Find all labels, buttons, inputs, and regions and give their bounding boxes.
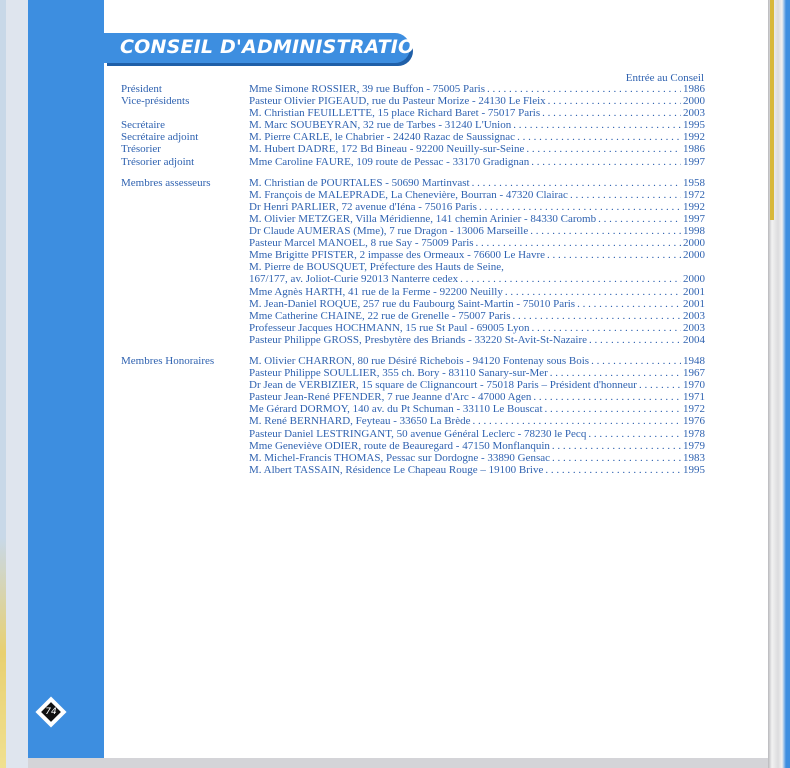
dot-leader	[552, 440, 681, 452]
entry-year: 2000	[683, 273, 705, 286]
member-entry-text: Pasteur Olivier PIGEAUD, rue du Pasteur Morize - 24130 Le Fleix	[249, 95, 546, 108]
member-entry-text: Professeur Jacques HOCHMANN, 15 rue St Paul - 69005 Lyon	[249, 321, 530, 334]
member-entry	[249, 143, 705, 155]
dot-leader	[589, 334, 681, 346]
entry-year: 1948	[683, 354, 705, 367]
member-entry	[249, 119, 705, 131]
entries-column	[249, 83, 705, 168]
entry-year: 2000	[683, 95, 705, 108]
entry-year: 1967	[683, 367, 705, 380]
member-entry	[249, 95, 705, 107]
member-entry	[249, 201, 705, 213]
page-bottom-edge	[28, 758, 790, 768]
entry-year: 2003	[683, 107, 705, 120]
entries-column	[249, 177, 705, 346]
role-label: Vice-présidents	[121, 95, 190, 108]
member-entry-text: M. François de MALEPRADE, La Chenevière, Bourran - 47320 Clairac	[249, 188, 568, 201]
entry-year: 2004	[683, 333, 705, 346]
member-entry	[249, 452, 705, 464]
entry-year: 1970	[683, 379, 705, 392]
member-entry-text: M. Michel-Francis THOMAS, Pessac sur Dordogne - 33890 Gensac	[249, 451, 551, 464]
dot-leader	[545, 403, 682, 415]
member-entry-text: Pasteur Jean-René PFENDER, 7 rue Jeanne d'Arc - 47000 Agen	[249, 391, 532, 404]
member-entry-text: M. Marc SOUBEYRAN, 32 rue de Tarbes - 31240 L'Union	[249, 119, 512, 132]
role-label: Trésorier	[121, 143, 161, 156]
page-number: 74	[45, 707, 57, 717]
member-entry-text: 167/177, av. Joliot-Curie 92013 Nanterre cedex	[249, 273, 459, 286]
dot-leader	[517, 131, 681, 143]
member-entry-text: M. Hubert DADRE, 172 Bd Bineau - 92200 Neuilly-sur-Seine	[249, 143, 525, 156]
entry-year: 1978	[683, 427, 705, 440]
dot-leader	[531, 156, 681, 168]
member-entry-text: Dr Jean de VERBIZIER, 15 square de Clignancourt - 75018 Paris – Président d'honneur	[249, 379, 637, 392]
page-title: CONSEIL D'ADMINISTRATION	[120, 36, 431, 58]
dot-leader	[476, 237, 681, 249]
member-entry-text: M. Christian FEUILLETTE, 15 place Richard Baret - 75017 Paris	[249, 107, 541, 120]
member-entry	[249, 83, 705, 95]
member-entry	[249, 355, 705, 367]
dot-leader	[548, 95, 681, 107]
member-entry	[249, 156, 705, 168]
dot-leader	[472, 177, 681, 189]
entry-year: 1992	[683, 200, 705, 213]
gold-page-edge	[770, 0, 774, 220]
role-label: Trésorier adjoint	[121, 155, 195, 168]
member-entry	[249, 225, 705, 237]
member-entry	[249, 286, 705, 298]
role-label: Secrétaire adjoint	[121, 131, 199, 144]
entry-year: 1986	[683, 143, 705, 156]
member-entry	[249, 237, 705, 249]
member-entry	[249, 379, 705, 391]
member-entry-text: Mme Brigitte PFISTER, 2 impasse des Ormeaux - 76600 Le Havre	[249, 249, 546, 262]
member-entry-text: Pasteur Philippe SOULLIER, 355 ch. Bory - 83110 Sanary-sur-Mer	[249, 367, 548, 380]
blue-sidebar-band	[28, 0, 104, 768]
dot-leader	[505, 286, 681, 298]
role-column	[121, 177, 249, 346]
role-column	[121, 355, 249, 476]
dot-leader	[533, 391, 681, 403]
member-entry-text: Dr Claude AUMERAS (Mme), 7 rue Dragon - 13006 Marseille	[249, 225, 529, 238]
member-entry-text: M. Jean-Daniel ROQUE, 257 rue du Faubourg Saint-Martin - 75010 Paris	[249, 297, 576, 310]
member-entry-text: M. Pierre CARLE, le Chabrier - 24240 Razac de Saussignac	[249, 131, 516, 144]
dot-leader	[479, 201, 681, 213]
dot-leader	[542, 107, 681, 119]
column-header-entry-year: Entrée au Conseil	[625, 72, 704, 84]
entry-year: 2001	[683, 297, 705, 310]
dot-leader	[473, 415, 682, 427]
member-entry	[249, 464, 705, 476]
role-label: Membres assesseurs	[121, 176, 211, 189]
entry-year: 1995	[683, 463, 705, 476]
member-entry-text: Me Gérard DORMOY, 140 av. du Pt Schuman - 33110 Le Bouscat	[249, 403, 543, 416]
member-entry-text: M. Albert TASSAIN, Résidence Le Chapeau Rouge – 19100 Brive	[249, 463, 544, 476]
member-entry	[249, 367, 705, 379]
member-entry	[249, 428, 705, 440]
member-entry	[249, 177, 705, 189]
entry-year: 1992	[683, 131, 705, 144]
dot-leader	[526, 143, 681, 155]
dot-leader	[550, 367, 681, 379]
member-entry	[249, 107, 705, 119]
entry-year: 1997	[683, 155, 705, 168]
member-entry-text: M. Olivier CHARRON, 80 rue Désiré Richebois - 94120 Fontenay sous Bois	[249, 354, 590, 367]
member-entry-text: M. Olivier METZGER, Villa Méridienne, 141 chemin Arinier - 84330 Caromb	[249, 212, 597, 225]
member-entry	[249, 440, 705, 452]
entry-year: 2000	[683, 249, 705, 262]
entry-year: 2001	[683, 285, 705, 298]
member-entry-text: Pasteur Philippe GROSS, Presbytère des Briands - 33220 St-Avit-St-Nazaire	[249, 333, 588, 346]
entry-year: 1971	[683, 391, 705, 404]
member-entry-text: Mme Geneviève ODIER, route de Beauregard - 47150 Monflanquin	[249, 439, 550, 452]
dot-leader	[598, 213, 681, 225]
entry-year: 2003	[683, 309, 705, 322]
dot-leader	[552, 452, 681, 464]
member-entry	[249, 298, 705, 310]
member-entry-text: Mme Simone ROSSIER, 39 rue Buffon - 75005 Paris	[249, 83, 485, 95]
member-entry	[249, 249, 705, 261]
role-column	[121, 83, 249, 168]
member-entry-text: Mme Agnès HARTH, 41 rue de la Ferme - 92200 Neuilly	[249, 285, 503, 298]
dot-leader	[639, 379, 681, 391]
entry-year: 1976	[683, 415, 705, 428]
dot-leader	[531, 322, 681, 334]
member-entry-text: M. Christian de POURTALES - 50690 Martinvast	[249, 176, 470, 189]
dot-leader	[487, 83, 681, 95]
dot-leader	[588, 428, 681, 440]
dot-leader	[460, 273, 681, 285]
entry-year: 1972	[683, 403, 705, 416]
margin-strip	[6, 0, 28, 768]
entries-column	[249, 355, 705, 476]
member-entry	[249, 415, 705, 427]
member-entry-text: Pasteur Marcel MANOEL, 8 rue Say - 75009 Paris	[249, 237, 474, 250]
member-section	[121, 355, 705, 476]
member-entry	[249, 403, 705, 415]
dot-leader	[547, 249, 681, 261]
member-entry	[249, 273, 705, 285]
member-entry-text: Dr Henri PARLIER, 72 avenue d'Iéna - 75016 Paris	[249, 200, 477, 213]
entry-year: 1986	[683, 83, 705, 95]
entry-year: 1995	[683, 119, 705, 132]
member-entry-text: M. René BERNHARD, Feyteau - 33650 La Brède	[249, 415, 471, 428]
dot-leader	[570, 189, 681, 201]
entry-year: 1958	[683, 176, 705, 189]
entry-year: 2003	[683, 321, 705, 334]
member-entry	[249, 322, 705, 334]
member-section	[121, 83, 705, 168]
board-member-list	[121, 83, 705, 476]
member-entry-text: M. Pierre de BOUSQUET, Préfecture des Hauts de Seine,	[249, 261, 504, 274]
entry-year: 1997	[683, 212, 705, 225]
dot-leader	[513, 310, 682, 322]
member-entry-text: Mme Caroline FAURE, 109 route de Pessac - 33170 Gradignan	[249, 155, 530, 168]
role-label: Secrétaire	[121, 119, 165, 132]
entry-year: 1983	[683, 451, 705, 464]
member-entry	[249, 213, 705, 225]
dot-leader	[577, 298, 681, 310]
dot-leader	[591, 355, 681, 367]
member-entry	[249, 334, 705, 346]
member-section	[121, 177, 705, 346]
role-label	[121, 107, 249, 119]
role-label: Président	[121, 83, 162, 95]
member-entry-text: Pasteur Daniel LESTRINGANT, 50 avenue Général Leclerc - 78230 le Pecq	[249, 427, 587, 440]
member-entry	[249, 131, 705, 143]
entry-year: 2000	[683, 237, 705, 250]
member-entry-text: Mme Catherine CHAINE, 22 rue de Grenelle - 75007 Paris	[249, 309, 511, 322]
member-entry	[249, 310, 705, 322]
member-entry	[249, 189, 705, 201]
member-entry	[249, 391, 705, 403]
dot-leader	[530, 225, 681, 237]
dot-leader	[513, 119, 681, 131]
entry-year: 1972	[683, 188, 705, 201]
entry-year: 1998	[683, 225, 705, 238]
role-label: Membres Honoraires	[121, 354, 215, 367]
entry-year: 1979	[683, 439, 705, 452]
dot-leader	[545, 464, 681, 476]
